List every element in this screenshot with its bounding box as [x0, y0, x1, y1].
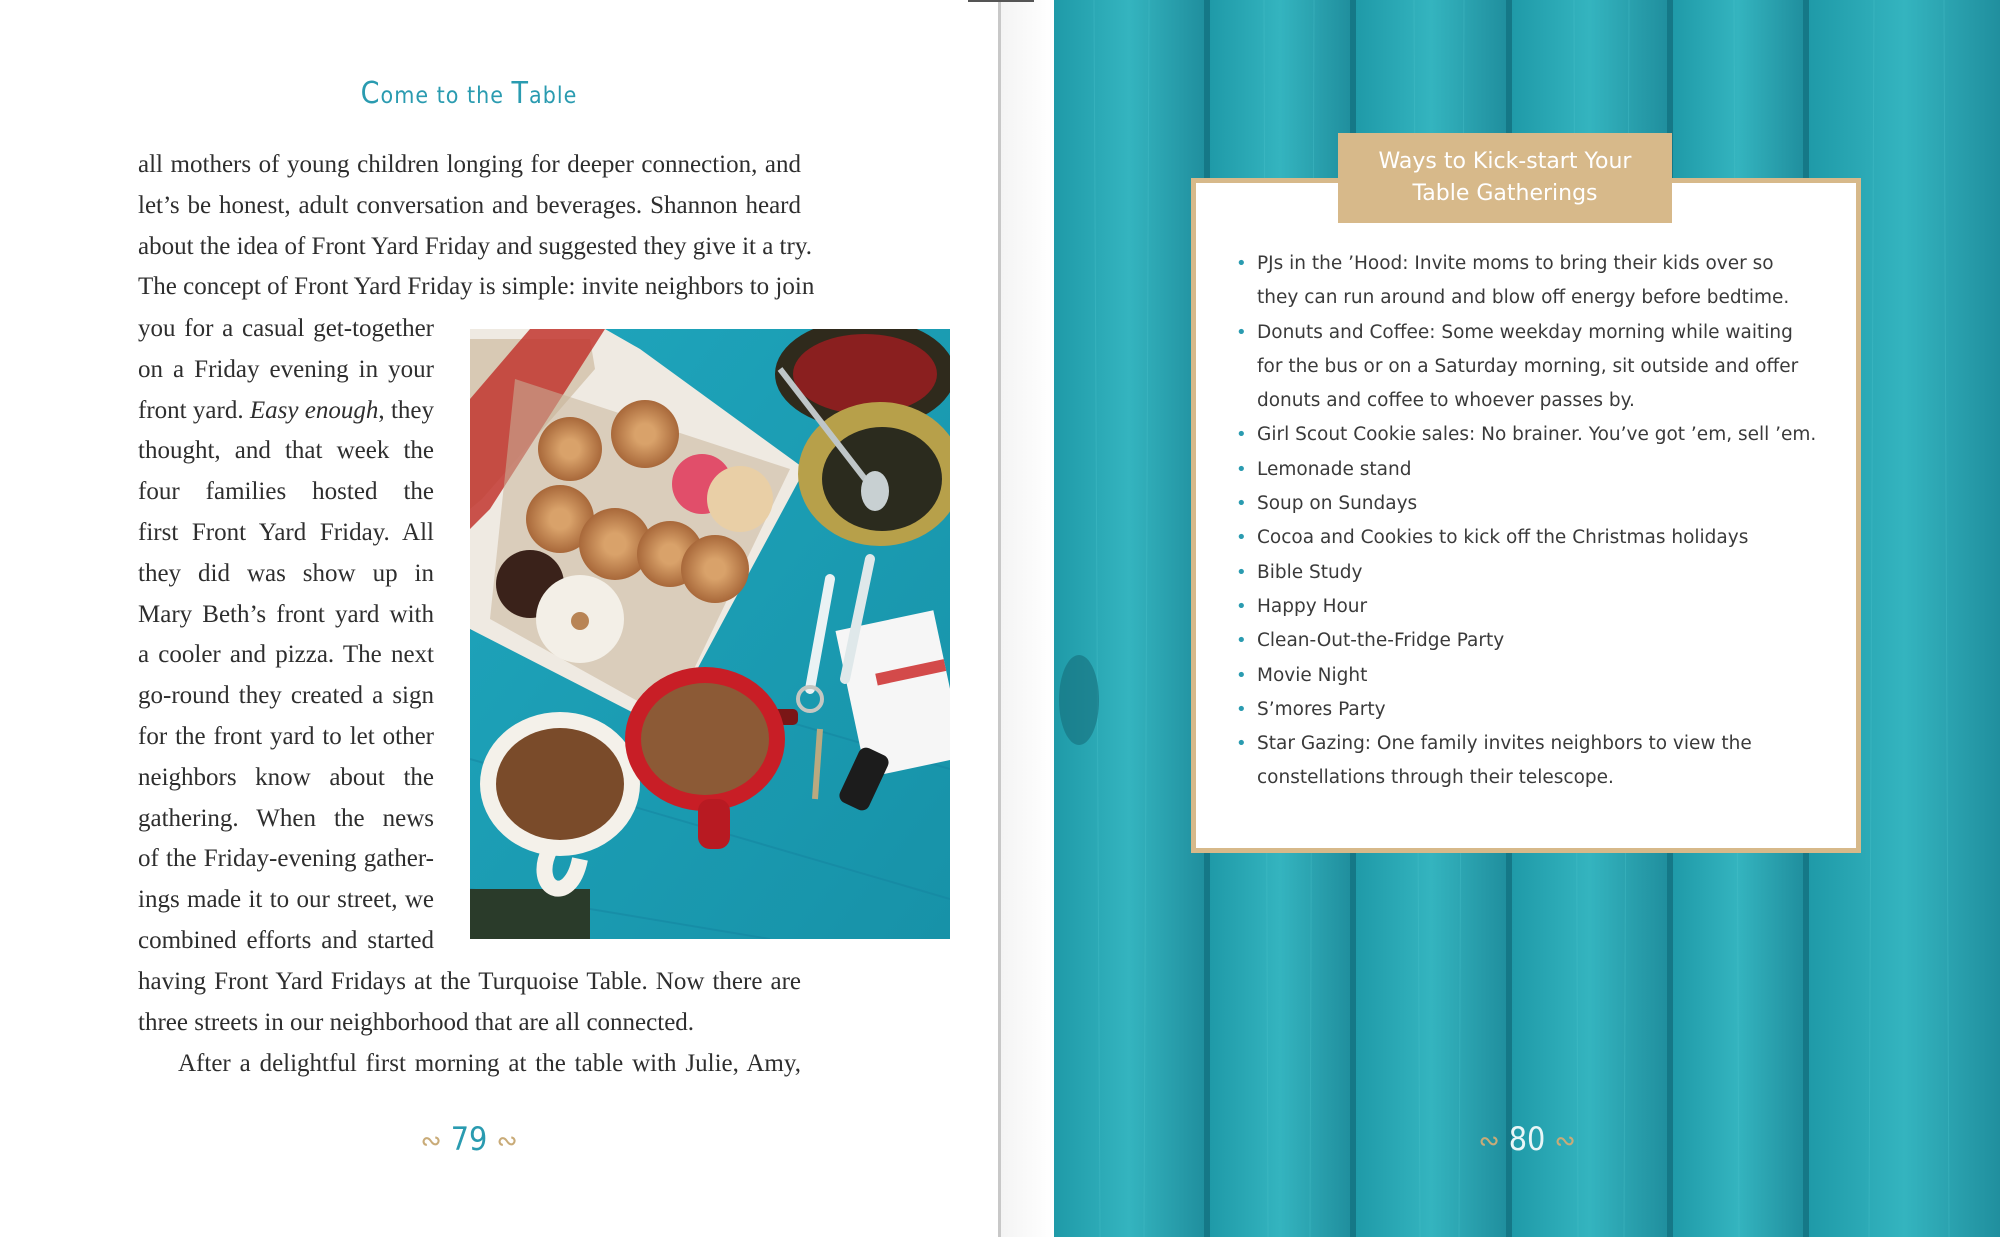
swirl-ornament-icon: ∾: [420, 1124, 442, 1157]
text-line: Mary Beth’s front yard with: [138, 600, 434, 628]
paragraph-wrap: [138, 309, 434, 962]
page-number-left: [0, 1120, 938, 1158]
list-item: [1236, 727, 1826, 796]
list-item: [1236, 659, 1826, 693]
text-line: After a delightful first morning at the table with Julie, Amy,: [178, 1050, 801, 1077]
right-page: [1054, 0, 2000, 1237]
swirl-ornament-icon: ∾: [1554, 1124, 1576, 1157]
text-line: go-round they created a sign: [138, 682, 434, 710]
paragraph-top: [138, 145, 815, 308]
text-line: you for a casual get-together: [138, 315, 434, 342]
text-line: a cooler and pizza. The next: [138, 641, 434, 669]
list-item-line: • Bible Study: [1257, 561, 1363, 583]
list-item-line: • Happy Hour: [1257, 595, 1368, 617]
list-item: [1236, 316, 1826, 419]
list-item: [1236, 247, 1826, 316]
donuts-coffee-photo: [470, 329, 950, 939]
paragraph-bottom: [138, 962, 801, 1044]
list-item-line: • Girl Scout Cookie sales: No brainer. You’ve got ’em, sell ’em.: [1257, 424, 1817, 446]
list-item-line: they can run around and blow off energy before bedtime.: [1257, 287, 1790, 309]
text-line: for the front yard to let other: [138, 722, 434, 750]
list-item-line: • Movie Night: [1257, 664, 1368, 686]
list-item-line: for the bus or on a Saturday morning, sit outside and offer: [1257, 355, 1799, 377]
text-line: of the Friday-evening gather-: [138, 845, 434, 873]
text-line: three streets in our neighborhood that are all connected.: [138, 1008, 695, 1036]
swirl-ornament-icon: ∾: [1478, 1124, 1500, 1157]
list-item: [1236, 418, 1826, 452]
list-item: [1236, 624, 1826, 658]
text-line: thought, and that week the: [138, 437, 434, 465]
text-line: combined efforts and started: [138, 926, 434, 954]
text-segment: front yard.: [138, 396, 250, 424]
gutter-tick: [968, 0, 1034, 2]
text-line: let’s be honest, adult conversation and beverages. Shannon heard: [138, 191, 801, 219]
tips-list: [1236, 247, 1826, 796]
list-item: [1236, 487, 1826, 521]
list-item-line: donuts and coffee to whoever passes by.: [1257, 390, 1635, 412]
running-head-able: able: [529, 83, 578, 109]
text-segment: , they: [378, 396, 434, 424]
gutter-shadow: [1001, 0, 1053, 1237]
text-line: having Front Yard Fridays at the Turquoise Table. Now there are: [138, 968, 801, 995]
sidebar-title-line: Ways to Kick-start Your: [1378, 149, 1632, 174]
text-line: The concept of Front Yard Friday is simple: invite neighbors to join: [138, 273, 815, 301]
italic-phrase: Easy enough: [249, 396, 379, 424]
paragraph-next: [138, 1044, 801, 1085]
text-line: gathering. When the news: [138, 804, 434, 832]
running-head-rest: ome to the: [380, 83, 512, 109]
running-head: [0, 76, 938, 111]
text-line: first Front Yard Friday. All: [138, 518, 434, 546]
list-item-line: • S’mores Party: [1257, 698, 1386, 720]
text-line: about the idea of Front Yard Friday and suggested they give it a try.: [138, 232, 812, 260]
list-item-line: • Lemonade stand: [1257, 458, 1412, 480]
list-item-line: • Soup on Sundays: [1257, 493, 1418, 515]
running-head-c: C: [360, 76, 381, 111]
list-item-line: • Cocoa and Cookies to kick off the Christmas holidays: [1257, 527, 1749, 549]
sidebar-title-line: Table Gatherings: [1412, 181, 1598, 206]
left-page: [0, 0, 998, 1237]
list-item: [1236, 453, 1826, 487]
list-item: [1236, 556, 1826, 590]
sidebar-title: [1338, 133, 1672, 223]
text-line: all mothers of young children longing for deeper connection, and: [138, 151, 801, 178]
page-number-right: [1054, 1120, 2000, 1158]
list-item-line: • PJs in the ’Hood: Invite moms to bring their kids over so: [1257, 253, 1774, 274]
text-line: [138, 391, 434, 432]
text-line: neighbors know about the: [138, 763, 434, 791]
list-item: [1236, 693, 1826, 727]
list-item-line: • Donuts and Coffee: Some weekday morning while waiting: [1257, 321, 1793, 343]
swirl-ornament-icon: ∾: [496, 1124, 518, 1157]
page-number: 80: [1508, 1120, 1546, 1158]
running-head-t: T: [511, 76, 530, 111]
text-line: they did was show up in: [138, 559, 434, 587]
list-item-line: • Star Gazing: One family invites neighbors to view the: [1257, 733, 1752, 755]
list-item-line: constellations through their telescope.: [1257, 767, 1614, 789]
text-line: ings made it to our street, we: [138, 886, 434, 914]
page-number: 79: [450, 1120, 488, 1158]
list-item: [1236, 590, 1826, 624]
text-line: on a Friday evening in your: [138, 355, 434, 383]
list-item: [1236, 521, 1826, 555]
list-item-line: • Clean-Out-the-Fridge Party: [1257, 630, 1505, 652]
text-line: four families hosted the: [138, 478, 434, 506]
photo-illustration: [470, 329, 950, 939]
